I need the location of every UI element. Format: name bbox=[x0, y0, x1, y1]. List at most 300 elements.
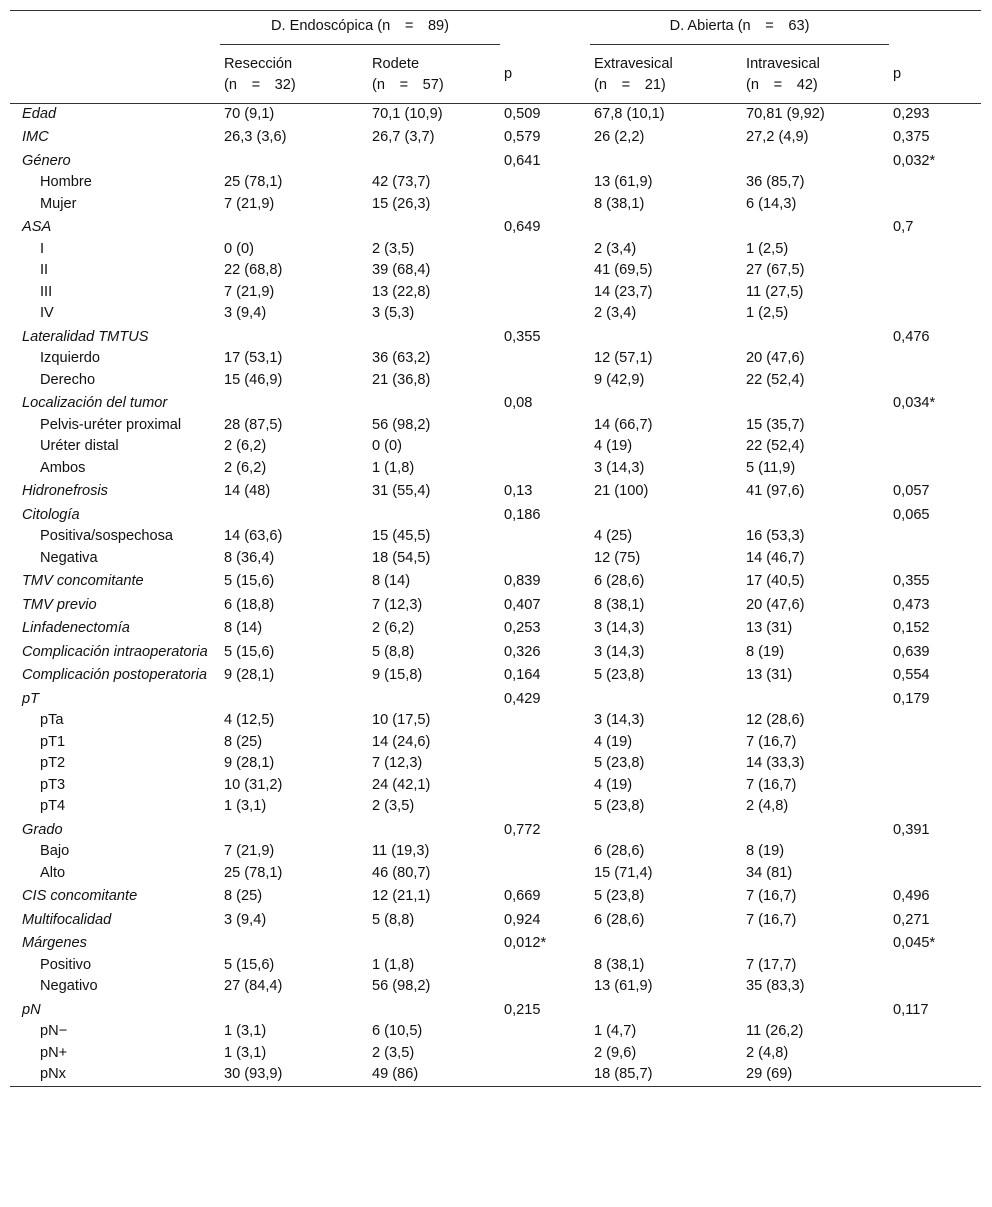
cell-intravesical bbox=[742, 818, 889, 842]
row-subcategory-label: pT3 bbox=[40, 776, 66, 793]
cell-intravesical: 29 (69) bbox=[742, 1064, 889, 1086]
col-n-label: (n = 42) bbox=[746, 77, 818, 93]
cell-reseccion: 7 (21,9) bbox=[224, 195, 275, 212]
table-row bbox=[10, 370, 981, 392]
row-subcategory-label: Izquierdo bbox=[40, 350, 101, 366]
cell-p-endoscopica: 0,215 bbox=[504, 1001, 541, 1018]
cell-extravesical: 41 (69,5) bbox=[594, 262, 653, 278]
table-row bbox=[10, 1064, 981, 1086]
cell-rodete: 49 (86) bbox=[368, 1064, 500, 1086]
row-subcategory-label: II bbox=[40, 262, 49, 278]
cell-reseccion: 1 (3,1) bbox=[224, 1023, 267, 1039]
row-subcategory-label: Alto bbox=[40, 864, 66, 881]
table-row bbox=[10, 282, 981, 304]
cell-rodete: 7 (12,3) bbox=[372, 596, 423, 613]
cell-intravesical: 7 (16,7) bbox=[746, 911, 797, 928]
cell-p-abierta: 0,391 bbox=[893, 821, 930, 838]
cell-rodete: 56 (98,2) bbox=[372, 416, 431, 433]
cell-p-abierta: 0,473 bbox=[893, 596, 930, 613]
cell-p-endoscopica: 0,839 bbox=[504, 573, 541, 589]
cell-rodete: 46 (80,7) bbox=[372, 864, 431, 881]
table-row bbox=[10, 548, 981, 570]
row-category-label: ASA bbox=[22, 219, 52, 235]
cell-p-abierta: 0,355 bbox=[893, 573, 930, 589]
cell-rodete bbox=[368, 325, 500, 349]
cell-p-abierta bbox=[889, 415, 981, 437]
table-row bbox=[10, 260, 981, 282]
cell-p-endoscopica: 0,407 bbox=[504, 596, 541, 613]
cell-reseccion: 22 (68,8) bbox=[224, 262, 283, 278]
table-row bbox=[10, 687, 981, 711]
cell-extravesical: 8 (38,1) bbox=[594, 956, 645, 973]
row-category-label: TMV previo bbox=[22, 596, 97, 613]
cell-extravesical: 14 (66,7) bbox=[594, 416, 653, 433]
cell-p-abierta: 0,057 bbox=[893, 483, 930, 499]
cell-p-endoscopica bbox=[500, 458, 590, 480]
cell-reseccion: 5 (15,6) bbox=[224, 573, 275, 589]
col-header-p-abierta: p bbox=[889, 50, 981, 104]
cell-rodete: 1 (1,8) bbox=[372, 459, 415, 476]
cell-rodete: 2 (3,5) bbox=[372, 1044, 415, 1061]
row-category-label: Multifocalidad bbox=[22, 911, 112, 928]
cell-rodete: 36 (63,2) bbox=[372, 350, 431, 366]
col-header-extravesical bbox=[590, 50, 742, 104]
cell-p-abierta bbox=[889, 172, 981, 194]
cell-rodete: 15 (45,5) bbox=[372, 528, 431, 544]
col-label: Intravesical bbox=[746, 55, 820, 72]
cell-extravesical: 13 (61,9) bbox=[594, 978, 653, 994]
cell-reseccion: 1 (3,1) bbox=[224, 798, 267, 814]
cell-reseccion: 25 (78,1) bbox=[224, 174, 283, 190]
cell-extravesical: 3 (14,3) bbox=[594, 712, 645, 728]
col-label: Rodete bbox=[372, 55, 420, 72]
cell-p-endoscopica: 0,13 bbox=[504, 483, 533, 499]
cell-rodete: 9 (15,8) bbox=[372, 667, 423, 683]
cell-reseccion bbox=[220, 687, 368, 711]
cell-p-endoscopica: 0,253 bbox=[504, 620, 541, 636]
cell-reseccion: 9 (28,1) bbox=[224, 755, 275, 771]
row-category-label: pT bbox=[22, 690, 40, 707]
cell-reseccion: 70 (9,1) bbox=[224, 105, 275, 122]
table-row bbox=[10, 215, 981, 239]
cell-p-endoscopica bbox=[500, 710, 590, 732]
table-row bbox=[10, 796, 981, 818]
cell-extravesical: 26 (2,2) bbox=[594, 129, 645, 145]
cell-p-endoscopica bbox=[500, 753, 590, 775]
cell-p-abierta bbox=[889, 458, 981, 480]
cell-extravesical: 4 (25) bbox=[594, 528, 633, 544]
cell-rodete: 2 (3,5) bbox=[372, 798, 415, 814]
cell-p-abierta bbox=[889, 955, 981, 977]
table-row bbox=[10, 415, 981, 437]
table-row bbox=[10, 998, 981, 1022]
cell-rodete: 70,1 (10,9) bbox=[372, 105, 443, 122]
cell-extravesical: 5 (23,8) bbox=[594, 667, 645, 683]
cell-p-endoscopica bbox=[500, 775, 590, 797]
row-subcategory-label: Uréter distal bbox=[40, 438, 119, 454]
cell-extravesical: 21 (100) bbox=[594, 483, 649, 499]
row-subcategory-label: Positivo bbox=[40, 956, 92, 973]
cell-p-endoscopica: 0,509 bbox=[504, 105, 541, 122]
cell-extravesical: 9 (42,9) bbox=[594, 371, 645, 388]
cell-p-endoscopica bbox=[500, 526, 590, 548]
cell-p-abierta bbox=[889, 370, 981, 392]
row-subcategory-label: pTa bbox=[40, 712, 64, 728]
cell-p-endoscopica: 0,164 bbox=[504, 667, 541, 683]
cell-intravesical: 36 (85,7) bbox=[746, 174, 805, 190]
cell-p-endoscopica: 0,012* bbox=[504, 935, 547, 951]
cell-p-abierta: 0,375 bbox=[893, 129, 930, 145]
cell-reseccion: 2 (6,2) bbox=[224, 438, 267, 454]
cell-reseccion: 5 (15,6) bbox=[224, 643, 275, 660]
cell-extravesical: 6 (28,6) bbox=[594, 911, 645, 928]
cell-rodete bbox=[368, 391, 500, 415]
cell-rodete: 2 (3,5) bbox=[372, 240, 415, 257]
cell-rodete: 10 (17,5) bbox=[372, 712, 431, 728]
cell-reseccion bbox=[220, 818, 368, 842]
cell-intravesical: 6 (14,3) bbox=[746, 195, 797, 212]
table-row bbox=[10, 841, 981, 863]
cell-p-abierta bbox=[889, 260, 981, 282]
cell-extravesical: 3 (14,3) bbox=[594, 643, 645, 660]
row-subcategory-label: pNx bbox=[10, 1064, 220, 1086]
cell-intravesical: 7 (17,7) bbox=[746, 956, 797, 973]
table-row bbox=[10, 125, 981, 149]
cell-p-abierta bbox=[889, 239, 981, 261]
header-empty-cell bbox=[10, 11, 220, 50]
cell-intravesical: 2 (4,8) bbox=[746, 1044, 789, 1061]
table-row bbox=[10, 503, 981, 527]
cell-p-abierta bbox=[889, 710, 981, 732]
row-category-label: Complicación intraoperatoria bbox=[22, 643, 208, 660]
cell-reseccion: 3 (9,4) bbox=[224, 305, 267, 321]
cell-intravesical: 22 (52,4) bbox=[746, 371, 805, 388]
table-row bbox=[10, 884, 981, 908]
cell-p-abierta bbox=[889, 282, 981, 304]
table-row bbox=[10, 818, 981, 842]
cell-p-abierta bbox=[889, 976, 981, 998]
table-row bbox=[10, 172, 981, 194]
table-row bbox=[10, 569, 981, 593]
row-category-label: Lateralidad TMTUS bbox=[22, 328, 149, 345]
row-subcategory-label: Negativa bbox=[40, 549, 98, 566]
cell-p-endoscopica bbox=[500, 172, 590, 194]
cell-intravesical: 22 (52,4) bbox=[746, 438, 805, 454]
cell-extravesical: 13 (61,9) bbox=[594, 174, 653, 190]
col-label: Resección bbox=[224, 55, 293, 72]
cell-extravesical: 5 (23,8) bbox=[594, 755, 645, 771]
table-row bbox=[10, 103, 981, 125]
cell-intravesical bbox=[742, 931, 889, 955]
cell-reseccion: 8 (14) bbox=[224, 620, 263, 636]
cell-extravesical: 15 (71,4) bbox=[594, 864, 653, 881]
cell-extravesical: 14 (23,7) bbox=[594, 283, 653, 300]
cell-intravesical: 11 (26,2) bbox=[746, 1023, 804, 1039]
cell-intravesical: 13 (31) bbox=[746, 620, 793, 636]
cell-extravesical: 2 (3,4) bbox=[594, 305, 637, 321]
cell-extravesical bbox=[590, 998, 742, 1022]
row-category-label: Localización del tumor bbox=[22, 395, 168, 411]
cell-reseccion: 7 (21,9) bbox=[224, 843, 275, 859]
row-subcategory-label: Negativo bbox=[40, 978, 98, 994]
cell-p-endoscopica: 0,641 bbox=[504, 152, 541, 169]
cell-extravesical: 67,8 (10,1) bbox=[594, 105, 665, 122]
results-table bbox=[10, 10, 981, 1087]
cell-rodete: 15 (26,3) bbox=[372, 195, 431, 212]
cell-extravesical: 3 (14,3) bbox=[594, 620, 645, 636]
cell-rodete: 1 (1,8) bbox=[372, 956, 415, 973]
table-row bbox=[10, 931, 981, 955]
table-row bbox=[10, 458, 981, 480]
cell-p-endoscopica bbox=[500, 1021, 590, 1043]
row-subcategory-label: III bbox=[40, 283, 53, 300]
cell-rodete: 21 (36,8) bbox=[372, 371, 431, 388]
cell-extravesical: 1 (4,7) bbox=[594, 1023, 637, 1039]
header-spacer bbox=[889, 11, 981, 50]
cell-reseccion bbox=[220, 931, 368, 955]
cell-p-abierta: 0,293 bbox=[893, 105, 930, 122]
cell-p-abierta: 0,271 bbox=[893, 911, 930, 928]
cell-p-abierta: 0,476 bbox=[893, 328, 930, 345]
cell-intravesical: 17 (40,5) bbox=[746, 573, 805, 589]
cell-reseccion: 14 (63,6) bbox=[224, 528, 283, 544]
cell-extravesical: 6 (28,6) bbox=[594, 843, 645, 859]
cell-extravesical bbox=[590, 687, 742, 711]
cell-p-abierta bbox=[889, 1021, 981, 1043]
cell-p-endoscopica bbox=[500, 239, 590, 261]
table-row bbox=[10, 149, 981, 173]
row-category-label: Hidronefrosis bbox=[22, 483, 108, 499]
cell-reseccion: 8 (36,4) bbox=[224, 549, 275, 566]
header-spacer bbox=[500, 11, 590, 50]
cell-p-endoscopica: 0,772 bbox=[504, 821, 541, 838]
row-subcategory-label: pT2 bbox=[40, 755, 66, 771]
cell-intravesical: 8 (19) bbox=[746, 843, 785, 859]
cell-extravesical bbox=[590, 931, 742, 955]
table-row bbox=[10, 616, 981, 640]
cell-reseccion: 17 (53,1) bbox=[224, 350, 283, 366]
cell-rodete: 0 (0) bbox=[372, 438, 403, 454]
cell-reseccion: 27 (84,4) bbox=[224, 978, 283, 994]
cell-reseccion: 8 (25) bbox=[224, 733, 263, 750]
col-label: Extravesical bbox=[594, 55, 673, 72]
cell-rodete: 42 (73,7) bbox=[372, 174, 431, 190]
row-subcategory-label: pN+ bbox=[40, 1044, 68, 1061]
table-row bbox=[10, 348, 981, 370]
cell-rodete: 26,7 (3,7) bbox=[372, 129, 435, 145]
table-row bbox=[10, 863, 981, 885]
table-row bbox=[10, 303, 981, 325]
cell-rodete: 24 (42,1) bbox=[372, 776, 431, 793]
cell-extravesical bbox=[590, 391, 742, 415]
group-header-endoscopica bbox=[220, 11, 500, 50]
row-subcategory-label: Pelvis-uréter proximal bbox=[40, 416, 182, 433]
cell-p-abierta bbox=[889, 548, 981, 570]
cell-extravesical bbox=[590, 215, 742, 239]
cell-reseccion: 0 (0) bbox=[224, 240, 255, 257]
cell-rodete bbox=[368, 503, 500, 527]
cell-reseccion: 4 (12,5) bbox=[224, 712, 275, 728]
cell-intravesical: 27,2 (4,9) bbox=[746, 129, 809, 145]
cell-p-abierta: 0,7 bbox=[893, 219, 914, 235]
cell-reseccion: 8 (25) bbox=[224, 888, 263, 904]
cell-rodete bbox=[368, 998, 500, 1022]
cell-p-endoscopica: 0,429 bbox=[504, 690, 541, 707]
col-header-reseccion bbox=[220, 50, 368, 104]
cell-p-abierta: 0,034* bbox=[893, 395, 936, 411]
cell-p-endoscopica bbox=[500, 370, 590, 392]
row-category-label: TMV concomitante bbox=[22, 573, 144, 589]
cell-rodete: 5 (8,8) bbox=[372, 643, 415, 660]
cell-intravesical bbox=[742, 998, 889, 1022]
table-row bbox=[10, 479, 981, 503]
cell-intravesical: 41 (97,6) bbox=[746, 483, 805, 499]
cell-p-endoscopica bbox=[500, 548, 590, 570]
results-table-container bbox=[10, 10, 981, 1087]
cell-p-abierta: 0,032* bbox=[893, 152, 936, 169]
cell-p-endoscopica bbox=[500, 436, 590, 458]
cell-intravesical bbox=[742, 391, 889, 415]
cell-rodete: 14 (24,6) bbox=[372, 733, 431, 750]
table-row bbox=[10, 526, 981, 548]
table-row bbox=[10, 593, 981, 617]
cell-extravesical: 5 (23,8) bbox=[594, 798, 645, 814]
cell-reseccion: 28 (87,5) bbox=[224, 416, 283, 433]
row-category-label: Grado bbox=[22, 821, 63, 838]
cell-intravesical: 16 (53,3) bbox=[746, 528, 805, 544]
cell-rodete bbox=[368, 149, 500, 173]
cell-p-endoscopica: 0,649 bbox=[504, 219, 541, 235]
cell-extravesical: 3 (14,3) bbox=[594, 459, 645, 476]
cell-extravesical: 12 (75) bbox=[594, 549, 641, 566]
col-header-intravesical bbox=[742, 50, 889, 104]
table-row bbox=[10, 732, 981, 754]
cell-p-endoscopica: 0,355 bbox=[504, 328, 541, 345]
cell-p-abierta bbox=[889, 732, 981, 754]
cell-reseccion: 2 (6,2) bbox=[224, 459, 267, 476]
cell-rodete: 11 (19,3) bbox=[372, 843, 430, 859]
cell-intravesical: 12 (28,6) bbox=[746, 712, 805, 728]
cell-extravesical bbox=[590, 503, 742, 527]
table-row bbox=[10, 194, 981, 216]
cell-intravesical: 27 (67,5) bbox=[746, 262, 805, 278]
row-subcategory-label: IV bbox=[40, 305, 54, 321]
col-n-label: (n = 57) bbox=[372, 77, 444, 93]
row-subcategory-label: Derecho bbox=[40, 371, 96, 388]
cell-reseccion: 30 (93,9) bbox=[220, 1064, 368, 1086]
cell-extravesical: 8 (38,1) bbox=[594, 195, 645, 212]
cell-extravesical: 2 (9,6) bbox=[594, 1044, 637, 1061]
cell-p-endoscopica bbox=[500, 260, 590, 282]
row-category-label: Edad bbox=[22, 105, 57, 122]
cell-p-abierta bbox=[889, 1043, 981, 1065]
cell-rodete bbox=[368, 931, 500, 955]
cell-p-abierta bbox=[889, 1064, 981, 1086]
cell-p-abierta: 0,065 bbox=[893, 506, 930, 523]
col-header-rodete bbox=[368, 50, 500, 104]
table-row bbox=[10, 1043, 981, 1065]
table-row bbox=[10, 663, 981, 687]
cell-intravesical: 11 (27,5) bbox=[746, 283, 804, 300]
cell-p-abierta: 0,496 bbox=[893, 888, 930, 904]
table-row bbox=[10, 640, 981, 664]
table-row bbox=[10, 710, 981, 732]
cell-p-endoscopica bbox=[500, 796, 590, 818]
cell-intravesical: 35 (83,3) bbox=[746, 978, 805, 994]
cell-p-endoscopica bbox=[500, 955, 590, 977]
cell-p-abierta: 0,554 bbox=[893, 667, 930, 683]
cell-reseccion bbox=[220, 503, 368, 527]
cell-extravesical: 8 (38,1) bbox=[594, 596, 645, 613]
cell-intravesical: 7 (16,7) bbox=[746, 888, 797, 904]
table-row bbox=[10, 1021, 981, 1043]
cell-intravesical: 8 (19) bbox=[746, 643, 785, 660]
row-subcategory-label: Ambos bbox=[40, 459, 86, 476]
cell-rodete: 5 (8,8) bbox=[372, 911, 415, 928]
row-subcategory-label: Hombre bbox=[40, 174, 92, 190]
cell-p-abierta: 0,117 bbox=[893, 1001, 929, 1018]
cell-reseccion: 5 (15,6) bbox=[224, 956, 275, 973]
cell-reseccion bbox=[220, 149, 368, 173]
cell-reseccion bbox=[220, 998, 368, 1022]
header-empty-cell bbox=[10, 50, 220, 104]
cell-p-abierta bbox=[889, 775, 981, 797]
row-subcategory-label: Positiva/sospechosa bbox=[40, 528, 174, 544]
cell-rodete bbox=[368, 818, 500, 842]
cell-intravesical: 7 (16,7) bbox=[746, 776, 797, 793]
col-header-p-endoscopica: p bbox=[500, 50, 590, 104]
cell-reseccion: 25 (78,1) bbox=[224, 864, 283, 881]
col-n-label: (n = 21) bbox=[594, 77, 666, 93]
table-row bbox=[10, 753, 981, 775]
cell-extravesical: 4 (19) bbox=[594, 733, 633, 750]
cell-p-abierta bbox=[889, 194, 981, 216]
cell-p-endoscopica bbox=[500, 732, 590, 754]
table-row bbox=[10, 391, 981, 415]
table-row bbox=[10, 325, 981, 349]
cell-extravesical: 18 (85,7) bbox=[590, 1064, 742, 1086]
cell-reseccion bbox=[220, 325, 368, 349]
cell-extravesical bbox=[590, 149, 742, 173]
cell-intravesical: 15 (35,7) bbox=[746, 416, 805, 433]
cell-rodete: 6 (10,5) bbox=[372, 1023, 423, 1039]
cell-p-endoscopica: 0,186 bbox=[504, 506, 541, 523]
cell-p-abierta bbox=[889, 796, 981, 818]
cell-extravesical: 12 (57,1) bbox=[594, 350, 653, 366]
cell-p-endoscopica: 0,579 bbox=[504, 129, 541, 145]
cell-reseccion bbox=[220, 391, 368, 415]
cell-intravesical bbox=[742, 215, 889, 239]
group-label-abierta: D. Abierta (n = 63) bbox=[590, 16, 889, 45]
cell-intravesical bbox=[742, 149, 889, 173]
cell-rodete: 31 (55,4) bbox=[372, 483, 431, 499]
cell-extravesical bbox=[590, 325, 742, 349]
cell-reseccion: 10 (31,2) bbox=[224, 776, 283, 793]
cell-rodete: 7 (12,3) bbox=[372, 755, 423, 771]
cell-p-endoscopica bbox=[500, 415, 590, 437]
cell-reseccion: 6 (18,8) bbox=[224, 596, 275, 613]
cell-intravesical: 14 (33,3) bbox=[746, 755, 805, 771]
cell-extravesical: 4 (19) bbox=[594, 438, 633, 454]
cell-p-abierta: 0,179 bbox=[893, 690, 930, 707]
cell-extravesical: 5 (23,8) bbox=[594, 888, 645, 904]
group-header-abierta bbox=[590, 11, 889, 50]
cell-rodete: 8 (14) bbox=[372, 573, 411, 589]
row-subcategory-label: pN− bbox=[40, 1023, 68, 1039]
row-category-label: Complicación postoperatoria bbox=[22, 667, 207, 683]
cell-p-endoscopica: 0,924 bbox=[504, 911, 541, 928]
group-label-endoscopica: D. Endoscópica (n = 89) bbox=[220, 16, 500, 45]
